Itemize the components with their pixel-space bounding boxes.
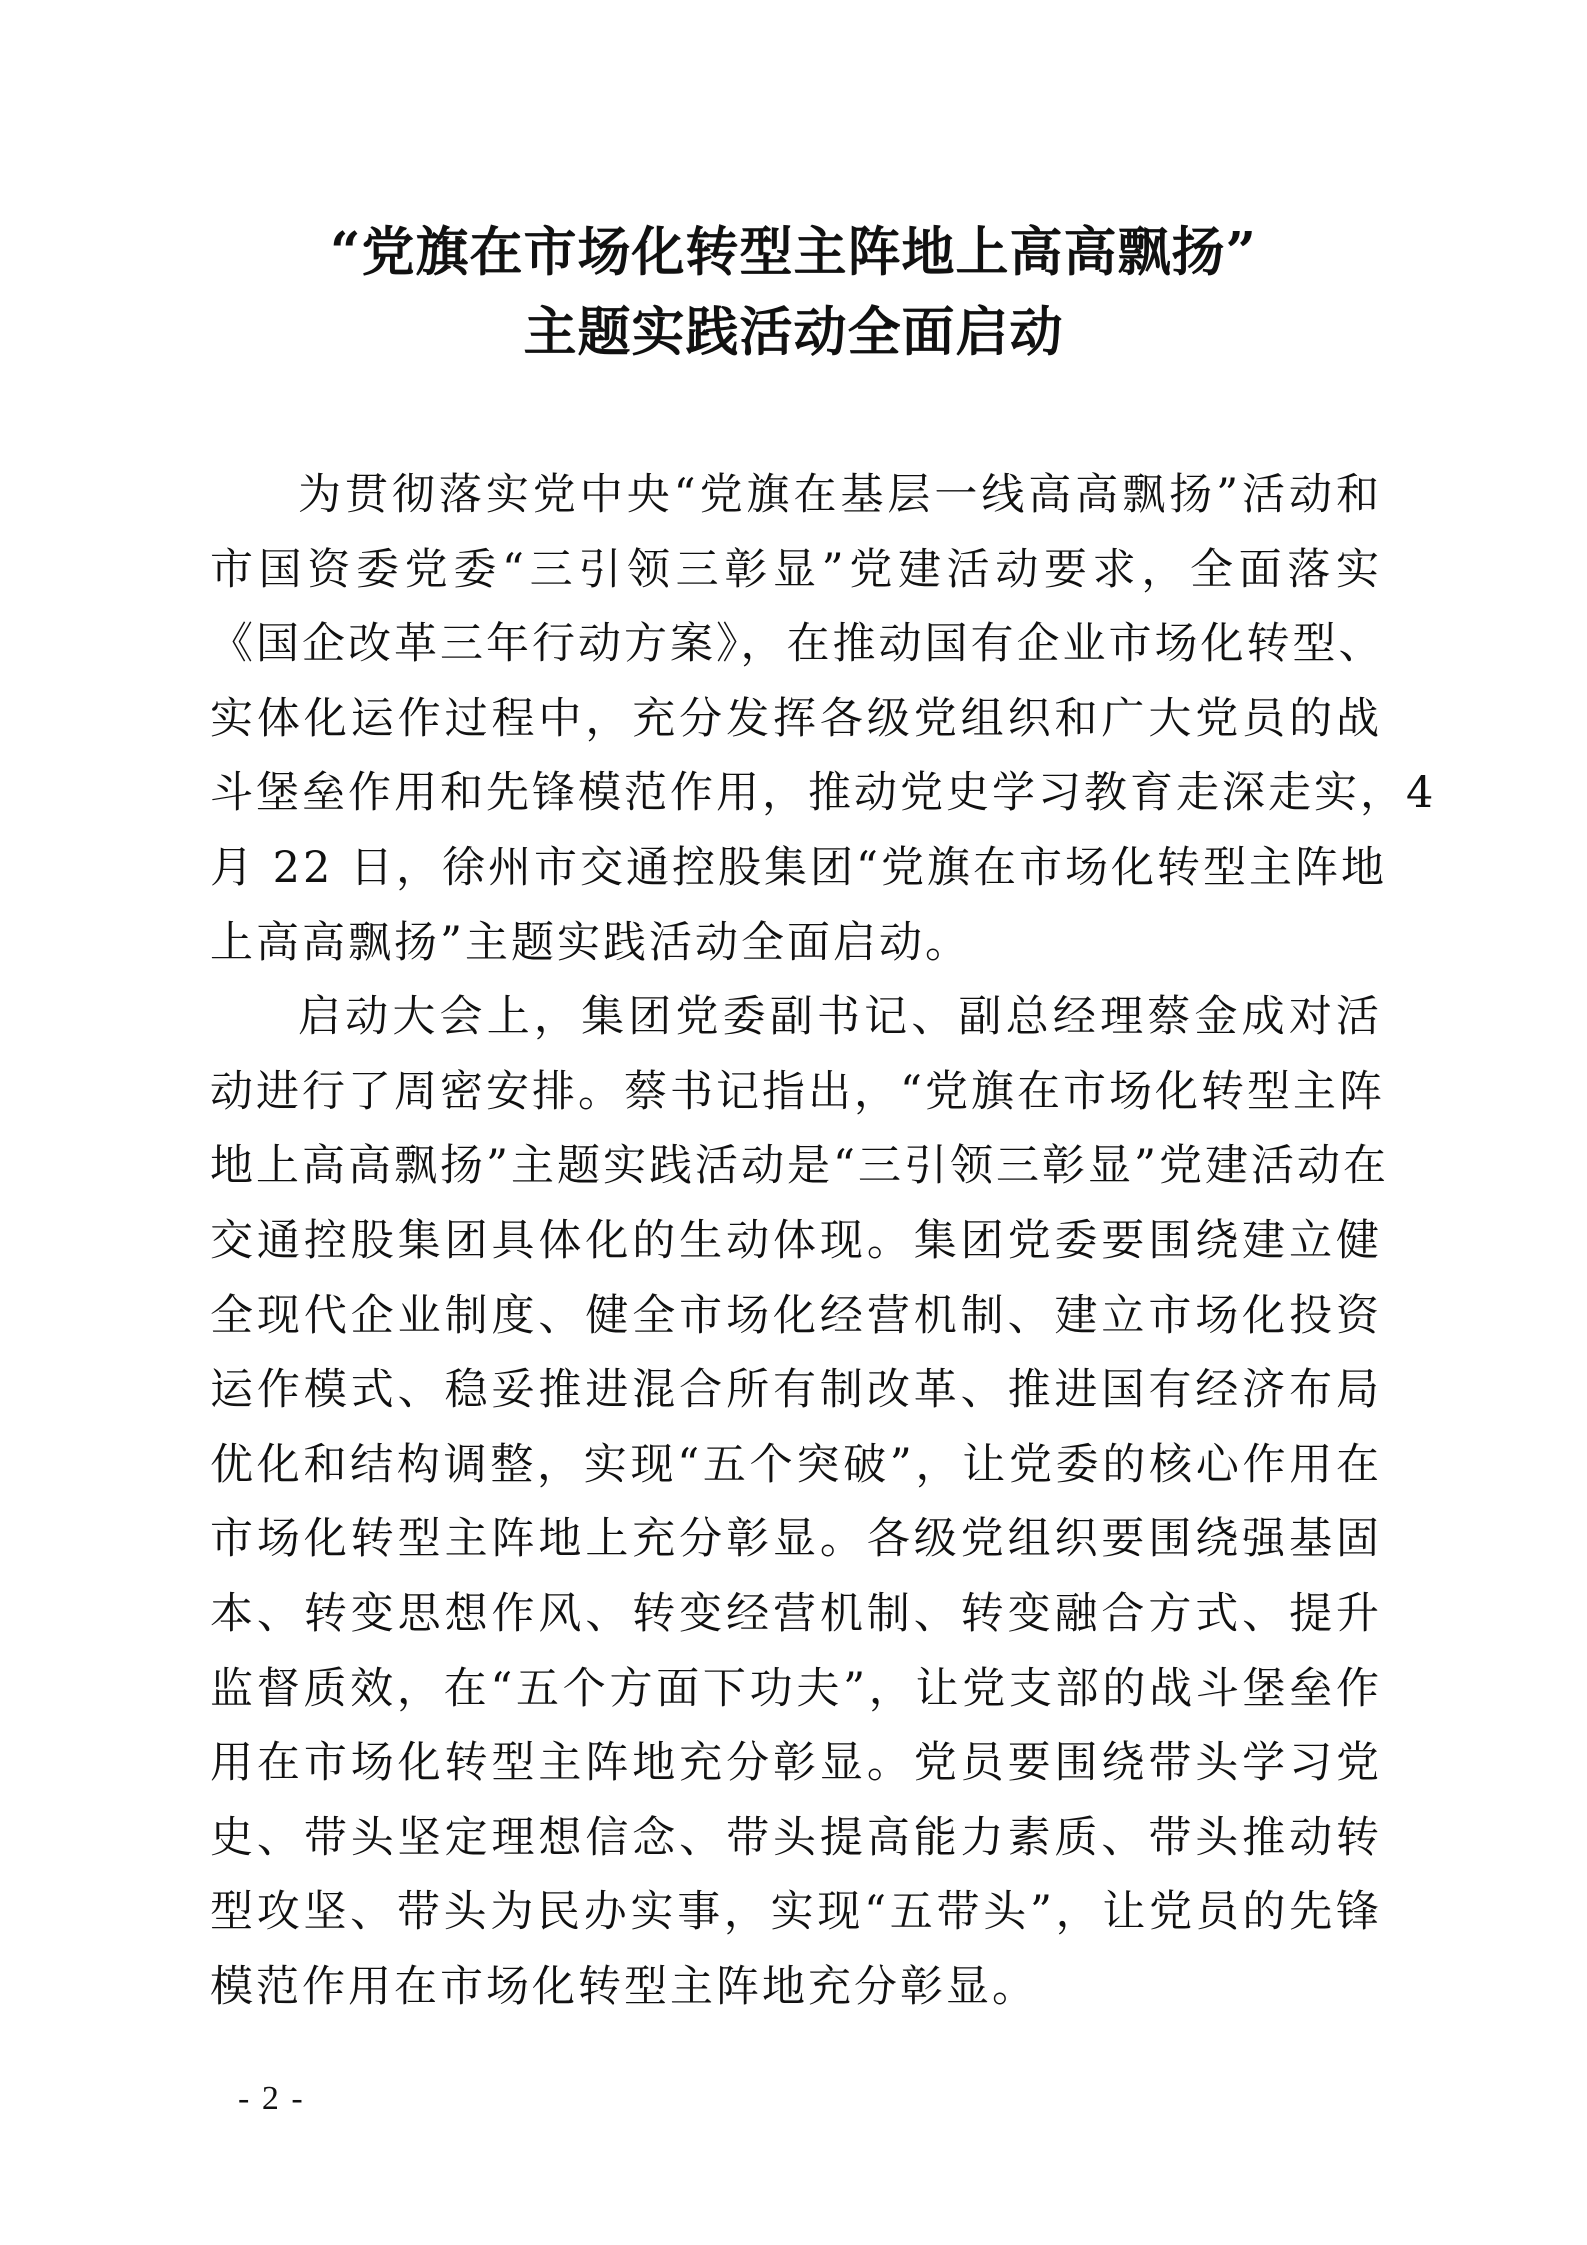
text-line: 本、转变思想作风、转变经营机制、转变融合方式、提升 <box>210 1588 1382 1639</box>
text-line: 史、带头坚定理想信念、带头提高能力素质、带头推动转 <box>210 1812 1382 1863</box>
text-line: 全现代企业制度、健全市场化经营机制、建立市场化投资 <box>210 1290 1382 1341</box>
text-line: 用在市场化转型主阵地充分彰显。党员要围绕带头学习党 <box>210 1738 1382 1789</box>
text-line: 市国资委党委“三引领三彰显”党建活动要求，全面落实 <box>210 544 1382 595</box>
text-line: 为贯彻落实党中央“党旗在基层一线高高飘扬”活动和 <box>298 470 1382 520</box>
text-line: 月 22 日，徐州市交通控股集团“党旗在市场化转型主阵地 <box>210 842 1388 893</box>
text-line: 《国企改革三年行动方案》，在推动国有企业市场化转型、 <box>210 619 1385 670</box>
paragraph-1 <box>210 458 1437 980</box>
paragraph-2 <box>210 980 1389 2024</box>
title-line-1: “党旗在市场化转型主阵地上高高飘扬” <box>330 221 1257 283</box>
document-body <box>210 458 1437 2024</box>
text-line: 地上高高飘扬”主题实践活动是“三引领三彰显”党建活动在 <box>210 1141 1389 1192</box>
text-line: 市场化转型主阵地上充分彰显。各级党组织要围绕强基固 <box>210 1514 1382 1565</box>
text-line: 模范作用在市场化转型主阵地充分彰显。 <box>210 1961 1038 2012</box>
text-line: 实体化运作过程中，充分发挥各级党组织和广大党员的战 <box>210 693 1382 744</box>
text-line: 斗堡垒作用和先锋模范作用，推动党史学习教育走深走实，4 <box>210 768 1437 819</box>
text-line: 交通控股集团具体化的生动体现。集团党委要围绕建立健 <box>210 1215 1382 1266</box>
text-line: 优化和结构调整，实现“五个突破”，让党委的核心作用在 <box>210 1439 1382 1490</box>
text-line: 监督质效，在“五个方面下功夫”，让党支部的战斗堡垒作 <box>210 1663 1382 1714</box>
text-line: 动进行了周密安排。蔡书记指出，“党旗在市场化转型主阵 <box>210 1066 1385 1117</box>
page-number: - 2 - <box>238 2080 305 2117</box>
text-line: 型攻坚、带头为民办实事，实现“五带头”，让党员的先锋 <box>210 1887 1382 1938</box>
text-line: 上高高飘扬”主题实践活动全面启动。 <box>210 917 971 968</box>
title-line-2: 主题实践活动全面启动 <box>523 301 1064 363</box>
text-line: 运作模式、稳妥推进混合所有制改革、推进国有经济布局 <box>210 1365 1382 1416</box>
text-line: 启动大会上，集团党委副书记、副总经理蔡金成对活 <box>298 992 1382 1043</box>
document-title <box>150 212 1437 372</box>
